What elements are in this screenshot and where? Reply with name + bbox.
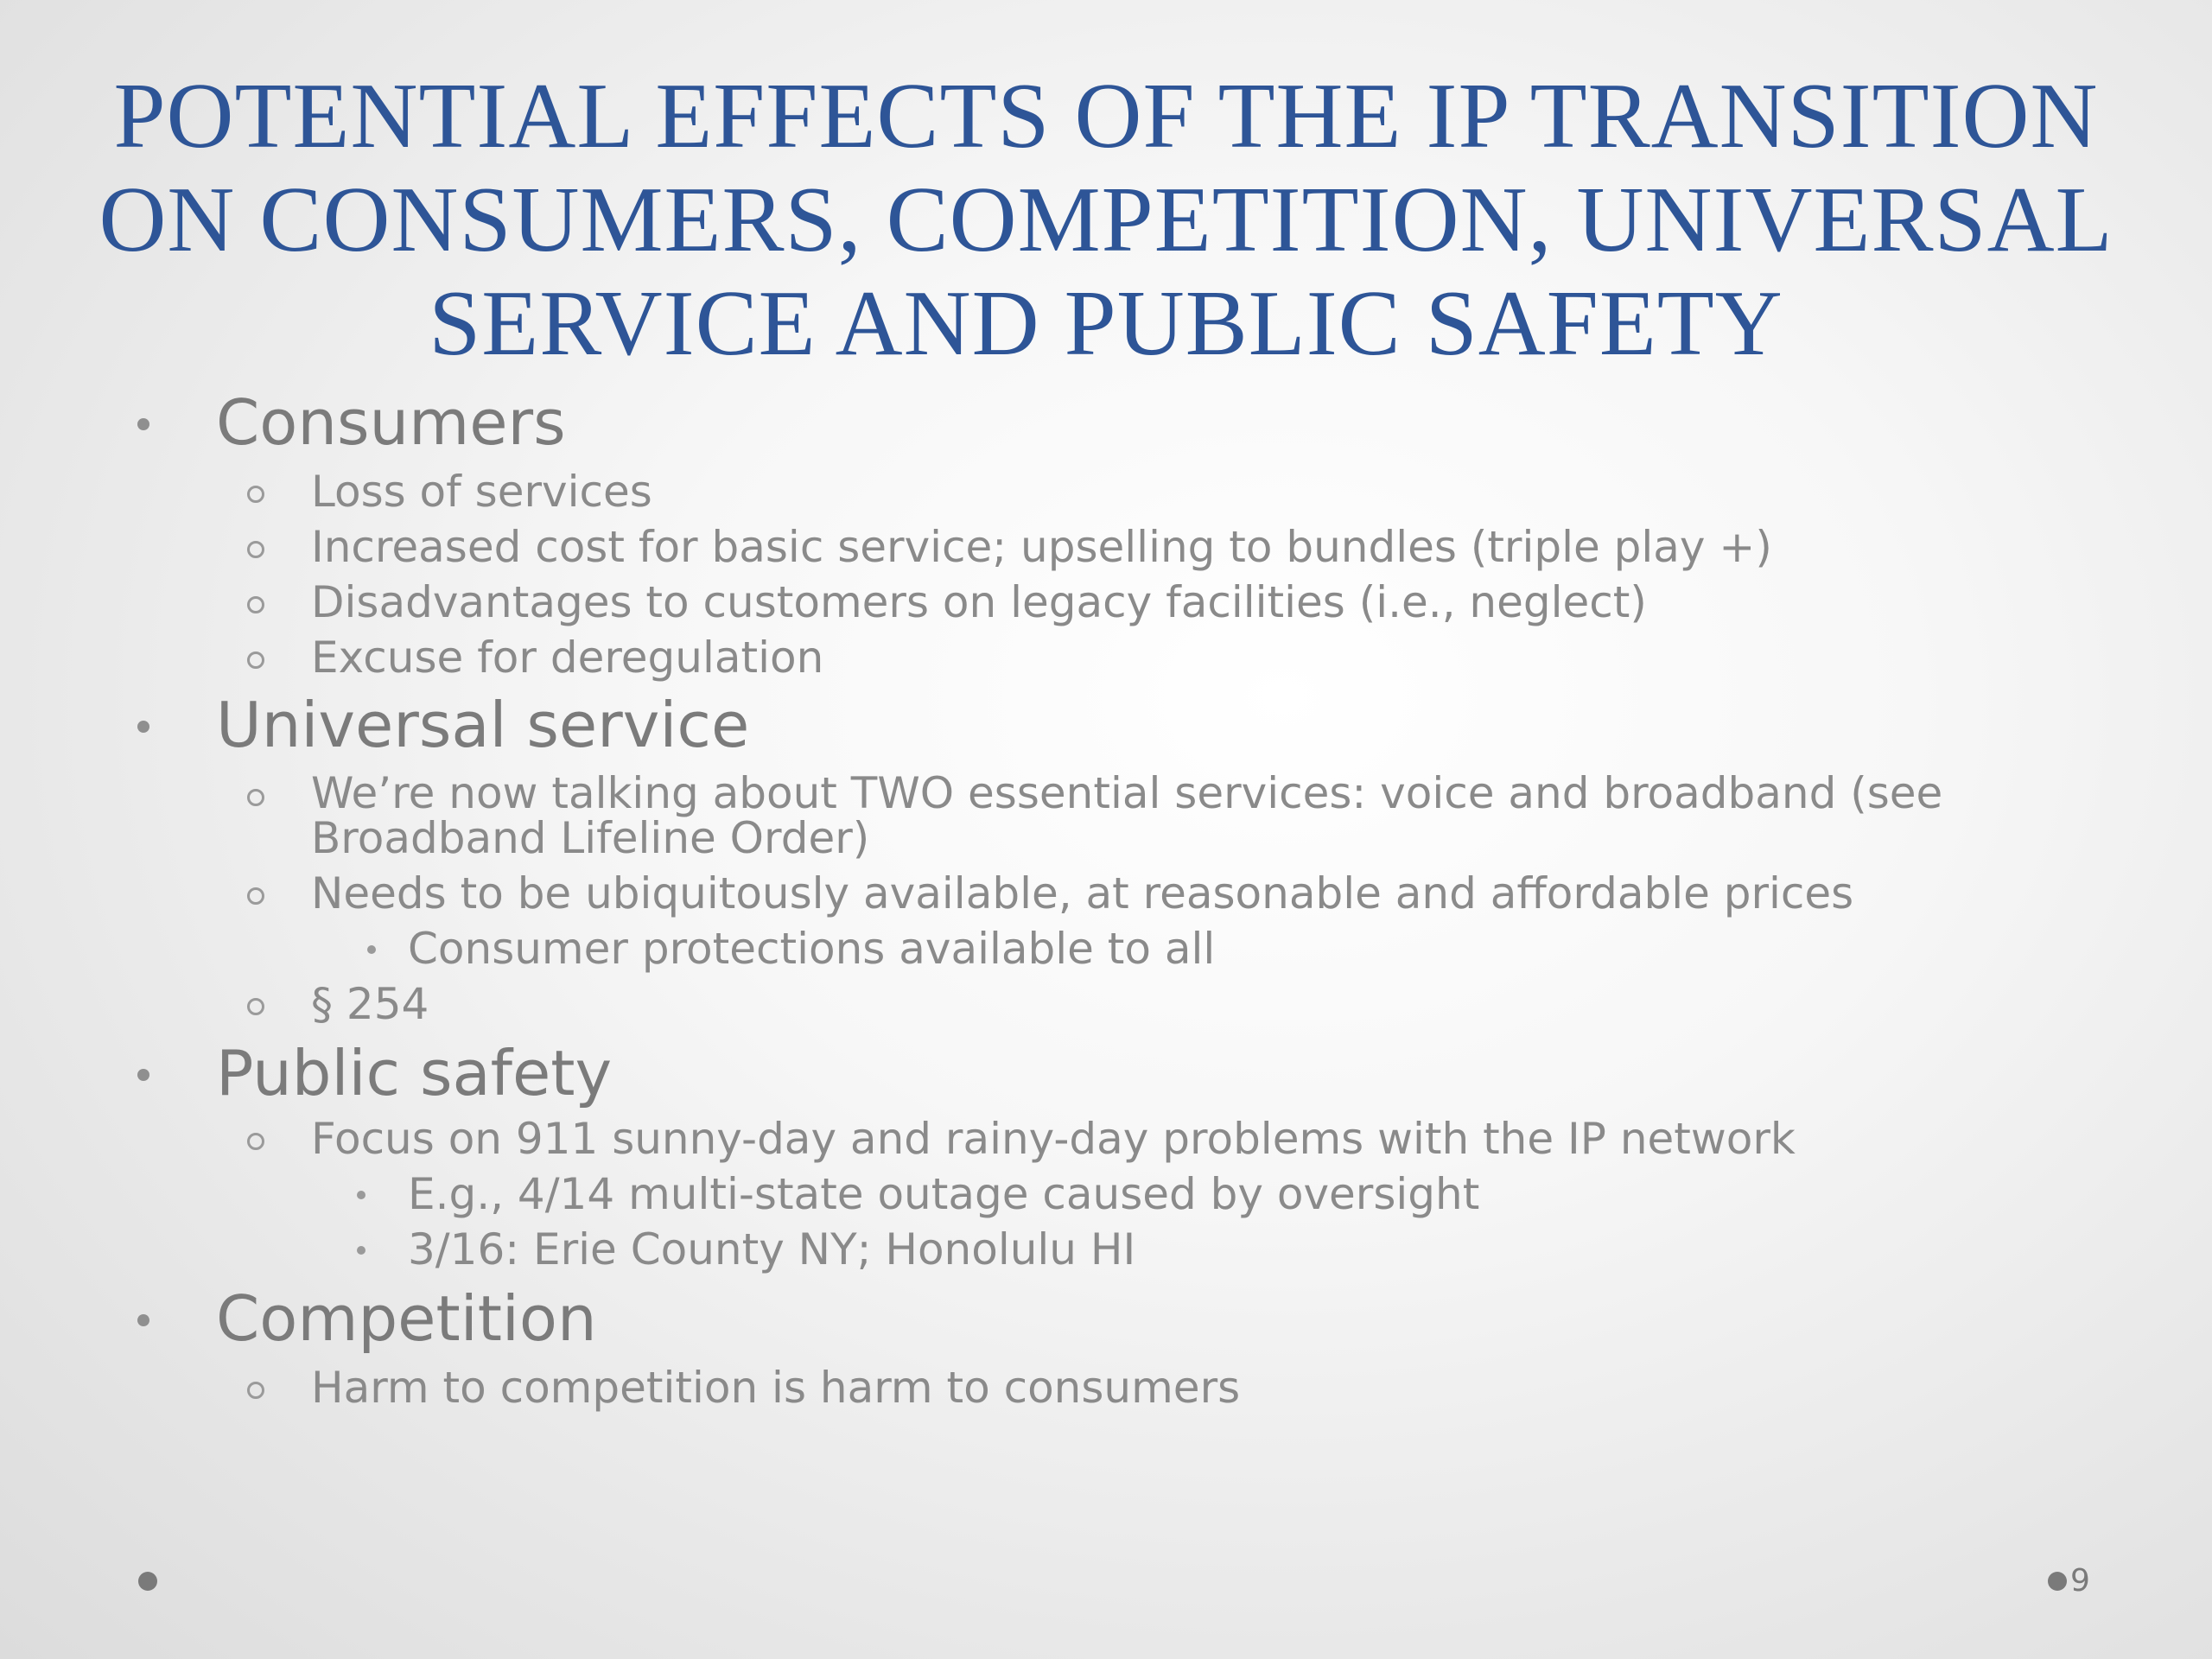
footer-right-dot-icon (2048, 1572, 2067, 1591)
list-item: Disadvantages to customers on legacy facilities (i.e., neglect) (311, 577, 1647, 627)
bullet-ring-icon (247, 998, 264, 1015)
sub-list-item: 3/16: Erie County NY; Honolulu HI (408, 1224, 1136, 1274)
sub-bullet-dot-icon (357, 1191, 365, 1199)
section-heading-competition: Competition (216, 1282, 597, 1355)
bullet-ring-icon (247, 596, 264, 613)
title-line-2: ON CONSUMERS, COMPETITION, UNIVERSAL (99, 168, 2113, 271)
footer-left-dot-icon (138, 1572, 157, 1591)
list-item: Excuse for deregulation (311, 632, 824, 683)
list-item-continuation: Broadband Lifeline Order) (311, 813, 870, 863)
bullet-ring-icon (247, 887, 264, 905)
list-item: Increased cost for basic service; upselling to bundles (triple play +) (311, 522, 1772, 572)
list-item: We’re now talking about TWO essential services: voice and broadband (see (311, 768, 1943, 818)
list-item: § 254 (311, 979, 429, 1029)
bullet-ring-icon (247, 486, 264, 503)
page-number: 9 (2070, 1563, 2090, 1599)
title-line-3: SERVICE AND PUBLIC SAFETY (429, 272, 1783, 375)
section-heading-public-safety: Public safety (216, 1037, 613, 1109)
section-heading-consumers: Consumers (216, 386, 566, 459)
title-line-1: POTENTIAL EFFECTS OF THE IP TRANSITION (113, 65, 2099, 168)
bullet-dot-icon (137, 1069, 149, 1081)
bullet-ring-icon (247, 541, 264, 558)
list-item: Harm to competition is harm to consumers (311, 1363, 1241, 1413)
sub-bullet-dot-icon (367, 945, 376, 954)
bullet-ring-icon (247, 1133, 264, 1150)
bullet-dot-icon (137, 721, 149, 733)
bullet-dot-icon (137, 1314, 149, 1326)
list-item: Needs to be ubiquitously available, at reasonable and affordable prices (311, 868, 1854, 918)
bullet-ring-icon (247, 789, 264, 806)
bullet-ring-icon (247, 652, 264, 669)
list-item: Loss of services (311, 467, 652, 517)
section-heading-universal-service: Universal service (216, 689, 750, 761)
bullet-dot-icon (137, 418, 149, 430)
sub-list-item: E.g., 4/14 multi-state outage caused by oversight (408, 1169, 1480, 1219)
sub-bullet-dot-icon (357, 1246, 365, 1255)
sub-list-item: Consumer protections available to all (408, 924, 1216, 974)
list-item: Focus on 911 sunny-day and rainy-day problems with the IP network (311, 1114, 1796, 1164)
bullet-ring-icon (247, 1382, 264, 1399)
